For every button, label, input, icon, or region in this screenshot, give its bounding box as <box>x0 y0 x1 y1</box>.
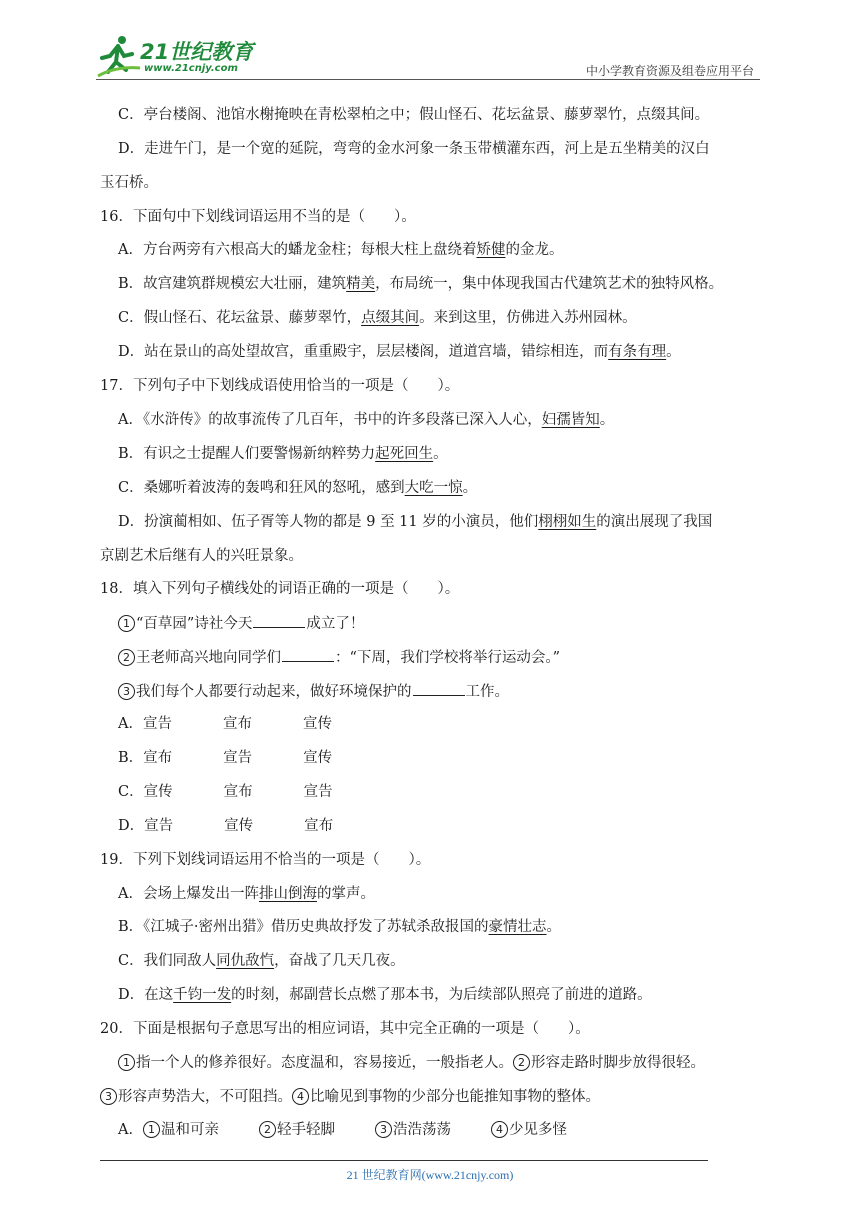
fill-blank <box>413 681 465 696</box>
question-19: 19．下列下划线词语运用不恰当的一项是（ ）。 <box>100 852 431 868</box>
option-20a: A． 1 温和可亲 2 轻手轻脚 3 浩浩荡荡 4 少见多怪 <box>118 1122 567 1138</box>
option-text: C．我们同敌人 <box>118 953 217 969</box>
underlined-word: 豪情壮志 <box>488 919 547 935</box>
option-18d: D．宣告 宣传 宣布 <box>118 818 334 834</box>
option-19a <box>118 884 375 904</box>
circled-number: 1 <box>143 1121 160 1138</box>
definition-line-2 <box>100 1087 600 1107</box>
page-header <box>96 30 760 80</box>
option-text: 的时刻，郝副营长点燃了那本书，为后续部队照亮了前进的道路。 <box>231 987 652 1003</box>
underlined-word: 有条有理 <box>608 344 667 360</box>
underlined-word: 同仇敌忾 <box>216 953 275 969</box>
option-19c <box>118 951 405 971</box>
fill-blank <box>282 647 334 662</box>
circled-number: 3 <box>118 683 135 700</box>
circled-number: 1 <box>118 1054 135 1071</box>
option-text: B．有识之士提醒人们要警惕新纳粹势力 <box>118 446 376 462</box>
option-18b: B．宣布 宣告 宣传 <box>118 750 333 766</box>
circled-number: 4 <box>491 1121 508 1138</box>
definition-text: 形容声势浩大，不可阻挡。 <box>118 1089 292 1105</box>
option-18a: A．宣告 宣布 宣传 <box>118 716 332 732</box>
sentence-18-2 <box>118 647 560 668</box>
sentence-18-3 <box>118 681 509 702</box>
option-16c <box>118 308 637 328</box>
definition-text: 形容走路时脚步放得很轻。 <box>531 1055 705 1071</box>
question-16: 16．下面句中下划线词语运用不当的是（ ）。 <box>100 209 416 225</box>
sentence-text: “百草园”诗社今天 <box>136 616 253 632</box>
definition-text: 比喻见到事物的少部分也能推知事物的整体。 <box>310 1089 600 1105</box>
underlined-word: 妇孺皆知 <box>541 412 600 428</box>
option-text: ，布局统一，集中体现我国古代建筑艺术的独特风格。 <box>375 276 724 292</box>
underlined-word: 排山倒海 <box>258 886 317 902</box>
underlined-word: 栩栩如生 <box>538 514 597 530</box>
text-line: 京剧艺术后继有人的兴旺景象。 <box>100 548 303 564</box>
definition-text: 指一个人的修养很好。态度温和，容易接近，一般指老人。 <box>136 1055 513 1071</box>
sentence-text: 工作。 <box>465 684 509 700</box>
option-text: 。来到这里，仿佛进入苏州园林。 <box>419 310 637 326</box>
text-line: 玉石桥。 <box>100 175 158 191</box>
option-text: 。 <box>462 480 478 496</box>
circled-number: 4 <box>292 1088 309 1105</box>
option-text: D．站在景山的高处望故宫，重重殿宇，层层楼阁，道道宫墙，错综相连，而 <box>118 344 609 360</box>
option-text: D．在这 <box>118 987 174 1003</box>
option-19b <box>118 917 561 937</box>
option-16a <box>118 240 563 260</box>
text-line: C．亭台楼阁、池馆水榭掩映在青松翠柏之中；假山怪石、花坛盆景、藤萝翠竹，点缀其间。 <box>118 107 710 123</box>
option-text: 。 <box>599 412 615 428</box>
option-17a <box>118 410 614 430</box>
sentence-text: 我们每个人都要行动起来，做好环境保护的 <box>136 684 412 700</box>
option-text: B．故宫建筑群规模宏大壮丽，建筑 <box>118 276 347 292</box>
logo-url: www.21cnjy.com <box>144 63 238 74</box>
option-text: B．《江城子·密州出猎》借历史典故抒发了苏轼杀敌报国的 <box>118 919 489 935</box>
option-text: 的演出展现了我国 <box>596 514 713 530</box>
question-18: 18．填入下列句子横线处的词语正确的一项是（ ）。 <box>100 581 460 597</box>
footer-link[interactable]: 21 世纪教育网(www.21cnjy.com) <box>346 1168 514 1182</box>
circled-number: 1 <box>118 615 135 632</box>
fill-blank <box>253 613 305 628</box>
option-text: 。 <box>546 919 562 935</box>
footer-divider <box>100 1160 708 1161</box>
option-text: ，奋战了几天几夜。 <box>274 953 405 969</box>
text-line: D．走进午门，是一个宽的延院，弯弯的金水河象一条玉带横灌东西，河上是五坐精美的汉白 <box>118 141 710 157</box>
option-17d <box>118 512 712 532</box>
underlined-word: 点缀其间 <box>361 310 420 326</box>
option-16b <box>118 274 723 294</box>
option-text: 的金龙。 <box>505 242 564 258</box>
sentence-18-1 <box>118 613 364 634</box>
runner-logo-icon <box>96 32 142 78</box>
underlined-word: 矫健 <box>476 242 506 258</box>
sentence-text: ：“下周，我们学校将举行运动会。” <box>335 650 561 666</box>
sentence-text: 成立了！ <box>306 616 365 632</box>
option-text: A．方台两旁有六根高大的蟠龙金柱；每根大柱上盘绕着 <box>118 242 477 258</box>
site-logo <box>96 32 266 78</box>
option-text: 的掌声。 <box>316 886 375 902</box>
option-19d <box>118 985 652 1005</box>
underlined-word: 大吃一惊 <box>404 480 463 496</box>
logo-text: 21世纪教育 <box>140 40 254 64</box>
question-17: 17．下列句子中下划线成语使用恰当的一项是（ ）。 <box>100 378 460 394</box>
option-text: C．假山怪石、花坛盆景、藤萝翠竹， <box>118 310 362 326</box>
option-16d <box>118 342 681 362</box>
option-text: A．会场上爆发出一阵 <box>118 886 259 902</box>
underlined-word: 精美 <box>346 276 376 292</box>
question-20: 20．下面是根据句子意思写出的相应词语，其中完全正确的一项是（ ）。 <box>100 1021 590 1037</box>
definition-line-1 <box>118 1053 705 1073</box>
option-text: C．桑娜听着波涛的轰鸣和狂风的怒吼，感到 <box>118 480 405 496</box>
option-text: A．《水浒传》的故事流传了几百年，书中的许多段落已深入人心， <box>118 412 542 428</box>
circled-number: 3 <box>100 1088 117 1105</box>
header-divider <box>96 79 760 80</box>
circled-number: 2 <box>259 1121 276 1138</box>
underlined-word: 起死回生 <box>375 446 434 462</box>
option-18c: C．宣传 宣布 宣告 <box>118 784 333 800</box>
option-text: 。 <box>666 344 681 360</box>
sentence-text: 王老师高兴地向同学们 <box>136 650 281 666</box>
platform-label: 中小学教育资源及组卷应用平台 <box>585 64 754 78</box>
option-text: 。 <box>433 446 448 462</box>
underlined-word: 千钧一发 <box>173 987 232 1003</box>
option-17b <box>118 444 448 464</box>
option-17c <box>118 478 477 498</box>
circled-number: 3 <box>375 1121 392 1138</box>
circled-number: 2 <box>118 649 135 666</box>
option-text: D．扮演蔺相如、伍子胥等人物的都是 9 至 11 岁的小演员，他们 <box>118 514 539 530</box>
circled-number: 2 <box>513 1054 530 1071</box>
